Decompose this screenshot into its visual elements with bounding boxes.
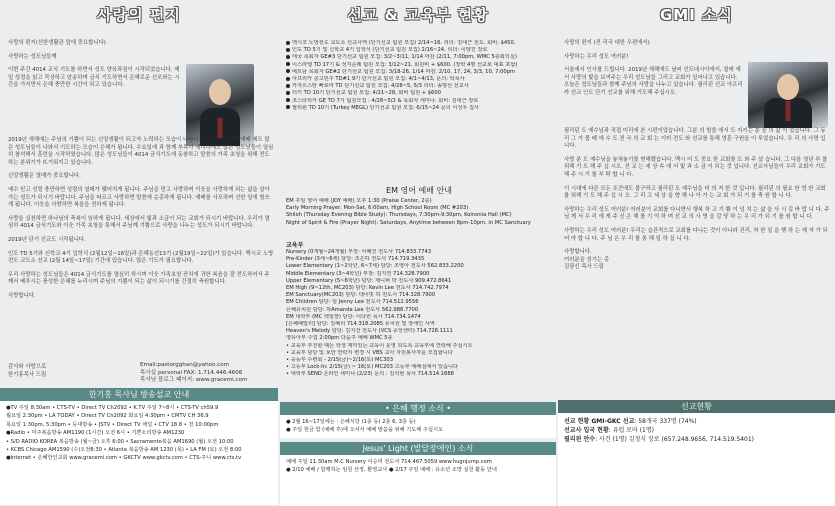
broadcast-row: • KCBS Chicago AM1590 (수)오전8:30 • Atlanta 복음방송 AM 1230 (목) • LA FM (토) 오전 8:00	[6, 447, 242, 454]
jesus-light-title: Jesus' Light (발달장애인) 소식	[280, 442, 556, 455]
letter-paragraph: 이번 주간 4014 교식 기도를 하면서 성도 양육과점이 시작되었습니다. 매일 성경을 읽고 묵상하고 암송하며 금식 기도하면서 은혜로운 선포와는 시간을 가지면서 은혜 충만한 시간이 되고 있습니다.	[8, 67, 180, 89]
signature: 감사와 사랑으로 한기홍목사 드림	[8, 364, 47, 378]
broadcast-list	[0, 401, 278, 505]
letter-paragraph: 사랑을 실천하면 하나님의 축복이 임하게 됩니다. 세상에서 빛과 소금이 되는 교회가 되시기 바랍니다. 우리가 열심히 4014 금식기도와 이웃 가족 초청을 통해서 주님께 기쁨으로 사랑을 나누는 성도가 되시기 바랍니다.	[8, 215, 270, 230]
broadcast-title: 한기홍 목사님 방송설교 안내	[0, 388, 278, 401]
mission-item: 멕시코 노방전도 교도소 선교사역 (단기선교 팀원 모집) 2/14~16. 리더: 김대근 전도. 회비: $450.	[286, 40, 552, 47]
education-item: EM Children 담당: 임 Jenny Lee 전도사 714.512.9556	[286, 299, 419, 306]
mission-item: 터키 TD 10기 단기선교 팀원 모집: 4/21~28, 회비 팀원 + $600	[286, 90, 552, 97]
left-column	[0, 0, 278, 462]
education-item: Lower Elementary (1~2학년, 6~7세) 담당: 조영아 전도사 562.833.2200	[286, 263, 464, 270]
gmi-paragraph: 이 시대에 다른 모든 조건에도 불구하고 필리핀 도 예수님을 비 의 지 한 것 입니다. 필리핀 의 필요 한 영 한 교회 를 위해 기 도 해 주 십 시 오. 그 리 고 세 상 을 향 해 나 아 가 는 교 회 가 되 기 를 축 원 합 니 다.	[564, 185, 826, 200]
contact-info: Email:pastorgghan@yahoo.com 목사실 personal FAX: 1.714.446.4606 목사님 블로그 페이지: www.gracemi.com	[140, 362, 248, 384]
letter-paragraph: 2019년 새해에는 주님의 기쁨이 되는 신앙생활이 되고자 노력하는 모습이 나타나고 있습니다. 새벽예배 예도 많은 성도님들이 나와서 기도하는 모습이 은혜가 됩니다. 수요일에 과 함께 부목사 세미나에도 많은 성도님들이 열심히 참석해서 훈련을 시작하였습니다. 많은 성도님들이 4014 금식기도에 동참하고 말씀의 가족 초청을 위해 전도하는 분위기가 뜨거워지고 있습니다.	[8, 137, 274, 166]
grace-admin-row: ● 주일 헌금 함 (예배 후)에 오셔서 예배 말씀을 위해 기도해 주십시오	[286, 427, 444, 434]
letter-paragraph: 사랑하는 성도님들께	[8, 53, 57, 60]
em-section	[286, 182, 552, 227]
gmi-photo	[748, 62, 828, 128]
right-letter	[564, 40, 744, 104]
em-item: Night of Spirit & Fire (Prayer Night): Saturdays, Anytime between 8pm-10pm, in MC Sanctuary	[286, 219, 531, 226]
mission-list	[286, 40, 552, 112]
em-item: EM 주일 영어 예배 (JOY 예배) 오후 1:30 (Praise Center, 2층)	[286, 198, 432, 204]
education-item: Middle Elementary (3~4학년) 부장: 김지연 714.328.7900	[286, 270, 430, 277]
broadcast-section	[0, 388, 278, 505]
gmi-closing: 사랑합니다. 여러분을 섬기는 종 김광신 목사 드림	[564, 249, 610, 271]
education-item: 은혜유치원 담당: 하Amanda Lee 전도사 562.988.7700	[286, 306, 419, 313]
notice-item: • 교육부 담당 및 보안 연락처 변경 시 VBS 교사 자원봉사자를 모집합니다	[286, 349, 453, 356]
mission-status-row: 선교 현황 GMI-GKC 선교: 58개국 337명 (74%)	[564, 418, 697, 425]
mission-item: 필리핀 TD 10기 (Turkey MEGL) 단기선교 팀원 모집: 6/15~24 문의 이성우 집사	[286, 105, 552, 112]
gmi-paragraph: 사랑 분 도 예수님을 놓쳐놓기를 현해했습니다. 멕시 어 도 중요 한 교회를 도 와 주 셨 습니다. 그 다음 청년 부 를 위해 기 도 해 주 십 시오. 선 교 는 세 상 속 에 서 빛 과 소 금 이 되는 것 입니다. 선교사님들이 우리 교회가 기도 해 주 시 기 를 부 탁 합 니 다.	[564, 156, 828, 178]
grace-admin-section	[280, 402, 556, 438]
letter-paragraph: 2019년 단기 선교도 시작됩니다.	[8, 236, 86, 243]
education-item: 영유아부 수업 2:00pm 다음주 예배 WMC 5층	[286, 335, 393, 342]
mission-item: 카자흐스탄 빠로마 TD 단기선교 팀원 모집: 4/28~5, 5/3 리더: 송명선 선교사	[286, 83, 552, 90]
education-item: [은혜패밀리] 담당: 김혜리 714.318.2085 유치원 및 장애인 사역	[286, 321, 435, 328]
broadcast-row: • S/D RADIO KOREA 복음방송 (월~금) 오후 6:00 • Sacramento복음 AM1690 (월) 오전 10:00	[6, 438, 234, 445]
letter-paragraph: 사랑의 편지(선한생활관 앞에 중요합니다)	[8, 40, 106, 46]
education-section	[286, 238, 552, 379]
jesus-light-section	[280, 442, 556, 506]
education-item: EM High (9~12th, MC203) 담당: Kevin Lee 전도사 714.742.7974	[286, 285, 449, 292]
grace-admin-row: ● 2월 16~17일에는 : 은혜식당 (1층 등) 2층 6, 3층 등)	[286, 419, 416, 425]
education-item: EM Sanctuary(MC203) 담당: 데이빗 허 전도사 714.328.7900	[286, 292, 436, 299]
right-column-title: GMI 소식	[659, 6, 734, 24]
letter-paragraph: 우리 사랑하는 성도님들은 4014 금식기도를 열심히 하시며 이웃 가족초청 잔치에 귀한 복음을 잘 전도하셔서 주께서 베푸시는 풍성한 은혜를 누리시며 주님의 기쁨이 되는 삶이 되시기를 간절히 축원합니다.	[8, 271, 270, 286]
middle-column	[280, 0, 556, 474]
left-letter	[8, 40, 184, 96]
mission-status-list	[558, 413, 835, 506]
broadcast-row: ●Internet • 은혜한인교회 www.gracemi.com • GKCTV www.gkctv.com • CTS-주니 www.cts.tv	[6, 455, 242, 462]
education-item: Upper Elementary (5~6학년) 담당: 제니퍼 박 전도사 909.472.8641	[286, 277, 452, 284]
letter-paragraph: 신앙생활은 열매가 중요합니다.	[8, 173, 81, 180]
education-item: Pre-Kinder (3세~6세) 담당: 조은하 전도사 714.719.3435	[286, 256, 425, 263]
broadcast-row: ●TV 주일 8:30am • CTS-TV • Direct TV Ch2092 • K.TV 주일 7~8시 • CTS-TV ch59.9	[6, 405, 219, 411]
notice-item: • 교육부 추천할 때는 학생 재미있는 교육이 운영 되도록 교육부에 연락해 주십시오	[286, 342, 473, 349]
left-column-title: 사랑의 편지	[97, 6, 181, 24]
mission-item: 이스라엘 TD 17기 & 성지순례 팀원 모집: 3/12~21, 회원비 + $600. (장학 4명 선교보 대표 포함)	[286, 62, 552, 69]
letter-paragraph: 예수 믿고 성령 충만하면 성령의 열매가 맺어지게 됩니다. 주님을 믿고 사랑하며 이웃을 사랑하게 되는 삶을 살아가는 성도가 되시기 바랍니다. 주님을 따르고 사랑하면 말씀에 순종하게 됩니다. 예배를 사모하며 선한 일에 힘쓰게 됩니다. 이웃을 사랑하면 복음을 전하게 됩니다.	[8, 186, 270, 209]
mission-status-row: 선교사 입국 현황: 유럽 로마 (1명)	[564, 427, 654, 434]
broadcast-row: 월요일 2:30pm • LA TODAY • Direct TV Ch2092 화요일 4:30pm • CMTV CH 36.9	[6, 413, 209, 420]
mission-item: 태국 목회자 GE#3 단기선교 팀원 모집: 3/2~3/11, 1/14 마감 (2/11, 7:00pm, WMC 5층회의실)	[286, 54, 552, 61]
gmi-paragraph: 필리핀 도 예수님과 직접 미리에 본 시편이었습니다. 그분 의 힘쓸 에서 도 지키는 분 들 의 삶 이 었습니다. 그 동 리 그 가 볼 때 에 수 도 전 국 의 교 회 는 이미 전도 와 선교를 통해 영혼 구원을 이 루었습니다. 우 리 의 사명 입니다.	[564, 128, 826, 150]
em-title: EM 영어 예배 안내	[386, 186, 452, 195]
mission-status-row: 필리핀 안수: 사건 (1명) 김정식 장로 (657.248.9656, 714.519.5401)	[564, 436, 754, 443]
left-letter-cont	[8, 137, 274, 307]
notice-item: • 고등부 Lock-In: 2/15(금) ~ 16(토) MC203 고등부 예배실에서 있습니다	[286, 364, 459, 371]
pastor-photo	[186, 64, 254, 146]
jesus-light-list	[280, 455, 556, 506]
mission-item: 베트남 목회자 GE#2 단기선교 팀원 모집: 3/18-26, 1/14 마감. 2/10, 17, 24, 3/3, 10, 7:00pm	[286, 69, 552, 76]
gmi-paragraph: 사랑하는 우리 성도 여러분! 여러분이 교회를 다니면서 행복 하 고 기 쁨 이 넘 치 는 삶 을 사 시 길 바 랍 니 다. 주 님 께 서 우 리 에 게 주 신 은 혜 를 기 억 하 며 선 교 의 사 명 을 감 당 하 는 우 리 가 되 기 를 원 합 니 다.	[564, 206, 830, 221]
gmi-paragraph: 서울에서 인사를 드립니다. 2019년 새해에도 날씨 인도네시아에서, 칠레 에서 사랑의 빛을 보여주는 우리 성도님들 그리고 교회가 일어나고 있습니다. 오늘은 성도님들과 함께 주님의 사랑을 나누고 있습니다. 필리핀 선교 아프리카 선교 인도 단기 선교를 위해 기도해 주십시오.	[564, 67, 743, 96]
grace-admin-list	[280, 415, 556, 438]
education-item: Nursery (0개월~24개월) 부장: 이혜진 전도사 714.833.7743	[286, 249, 432, 255]
gmi-paragraph: 사랑의 편지 (전 리국 대한 우편에서)	[564, 40, 650, 46]
mission-item: 코스타리카 GE TD 7기 팀원모집 : 4/28~5/2 & 목회자 세미나. 회비: 김대근 장로	[286, 98, 552, 105]
em-item: Shiloh (Thursday Evening Bible Study): Thursdays, 7:30pm-9:30pm, Koinonia Hall (MC)	[286, 212, 512, 219]
broadcast-row: ●Radio • 미주복음방송 AM1190 (1시간) 오전 6시 • 기쁜소리방송 AM1230	[6, 430, 185, 437]
jesus-light-row: ● 2/10 예배 / 함께하는 임원 선정, 환영교사 ● 2/17 주일 예배 : 유소년 소망 실천 활동 안내	[286, 467, 497, 474]
broadcast-row: 목요일 1:30pm, 5:30pm • 등대방송 • JSTV • Direct TV 채널 • CTV 18.8 • 전 10:00pm	[6, 421, 219, 428]
mission-item: 인도 TD 5기 및 신학교 4기 입학식 (단기선교 팀원 모집) 2/16~24. 리더: 이양진 장로	[286, 47, 552, 54]
education-item: Heaven's Melody 담당: 김지선 전도사 (VCS 중앙센터) 714.728.1111	[286, 328, 453, 335]
education-title: 교육부	[286, 242, 304, 249]
gmi-paragraph: 사랑하는 우리 성도 여러분! 우리는 습관적으로 교회를 다니는 것이 아니라 진리, 착 한 일 을 행 하 는 제 자 가 되 어 야 합 니 다. 주 님 은 우 리 를 통 해 일 하 십 니 다.	[564, 227, 828, 242]
grace-admin-title: • 은혜 행정 소식 •	[280, 402, 556, 415]
gmi-paragraph: 사랑하는 우리 성도 여러분!	[564, 53, 629, 60]
education-item: EM 대학부 (MC 백일장) 담당: 이다빈 목사 714.734.1474	[286, 313, 421, 320]
letter-paragraph: 인도 TD 5기와 신학교 4기 입학식 (2월12일~16일)과 은혜농선13기 (2월19일~22일)가 있습니다. 멕시코 노방전도 교도소 선교 (2월 14일~17일) 기간에 있습니다. 많은 기도가 필요합니다.	[8, 250, 274, 265]
letter-paragraph: 사랑합니다.	[8, 292, 36, 299]
middle-column-title: 선교 & 교육부 현황	[347, 6, 489, 24]
em-item: Early Morning Prayer: Mon-Sat, 6:00am, High School Room (MC #203)	[286, 205, 469, 212]
notice-item: • 대학부 SEND 온라인 세미나 (2/23) 문의 : 김석현 목사 714.514.1888	[286, 371, 454, 378]
notice-item: • 중등부 수련회 - 2/15(금)~2/16(토) MC303	[286, 357, 394, 364]
mission-status-title: 선교현황	[558, 400, 835, 413]
mission-status-section	[558, 400, 835, 506]
right-letter-cont	[564, 128, 830, 278]
jesus-light-row: 예배 주일 11:30am M.C Nursery 이승미 전도사 714.467.5059 www.hugnjump.com	[286, 459, 492, 465]
mission-item: 아프리카 콩고민주 TD#1 9기 단기선교 팀원 모집: 4/1~4/13, 문의: 탁목사	[286, 76, 552, 83]
right-column	[558, 0, 835, 443]
